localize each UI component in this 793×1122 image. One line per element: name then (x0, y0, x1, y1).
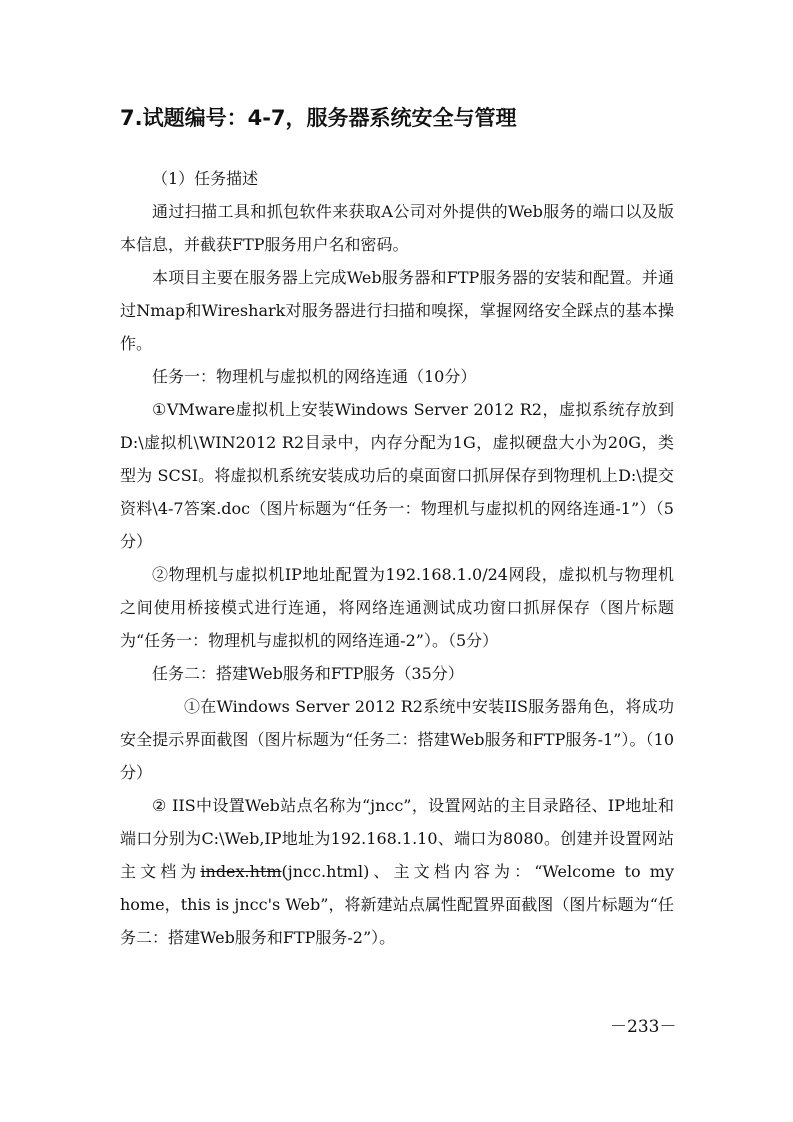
task-two-item-2-text-before: ② IIS中设置Web站点名称为“jncc”，设置网站的主目录路径、IP地址和端口分别为C:\Web,IP地址为192.168.1.10、端口为8080。创建并设置网站主文档为 (120, 796, 674, 881)
body-text (120, 162, 674, 954)
struck-filename: index.htm (200, 862, 282, 881)
page-number: －233－ (610, 1017, 677, 1037)
task-one-heading: 任务一：物理机与虚拟机的网络连通（10分） (152, 367, 477, 386)
task-description-label: （1）任务描述 (152, 169, 259, 188)
task-one-item-2: ②物理机与虚拟机IP地址配置为192.168.1.0/24网段，虚拟机与物理机之间使用桥接模式进行连通，将网络连通测试成功窗口抓屏保存（图片标题为“任务一：物理机与虚拟机的网络连通-2”）。（5分） (120, 565, 674, 650)
paragraph-overview: 本项目主要在服务器上完成Web服务器和FTP服务器的安装和配置。并通过Nmap和Wireshark对服务器进行扫描和嗅探，掌握网络安全踩点的基本操作。 (120, 268, 674, 353)
task-two-item-2 (120, 789, 674, 954)
task-two-item-1: ①在Windows Server 2012 R2系统中安装IIS服务器角色，将成功安全提示界面截图（图片标题为“任务二：搭建Web服务和FTP服务-1”）。（10分） (120, 697, 674, 782)
section-heading: 7.试题编号：4-7，服务器系统安全与管理 (120, 106, 517, 130)
paragraph-goal: 通过扫描工具和抓包软件来获取A公司对外提供的Web服务的端口以及版本信息，并截获FTP服务用户名和密码。 (120, 202, 674, 254)
task-two-heading: 任务二：搭建Web服务和FTP服务（35分） (152, 664, 464, 683)
task-one-item-1: ①VMware虚拟机上安装Windows Server 2012 R2，虚拟系统存放到D:\虚拟机\WIN2012 R2目录中，内存分配为1G，虚拟硬盘大小为20G，类型为 SCSI。将虚拟机系统安装成功后的桌面窗口抓屏保存到物理机上D:\提交资料\4-7答案.doc（图片标题为“任务一：物理机与虚拟机的网络连通-1”）（5分） (120, 400, 674, 551)
task-two-item-2-text-after: (jncc.html)、主文档内容为：“Welcome to my home，this is jncc's Web”，将新建站点属性配置界面截图（图片标题为“任务二：搭建Web服务和FTP服务-2”）。 (120, 862, 674, 947)
